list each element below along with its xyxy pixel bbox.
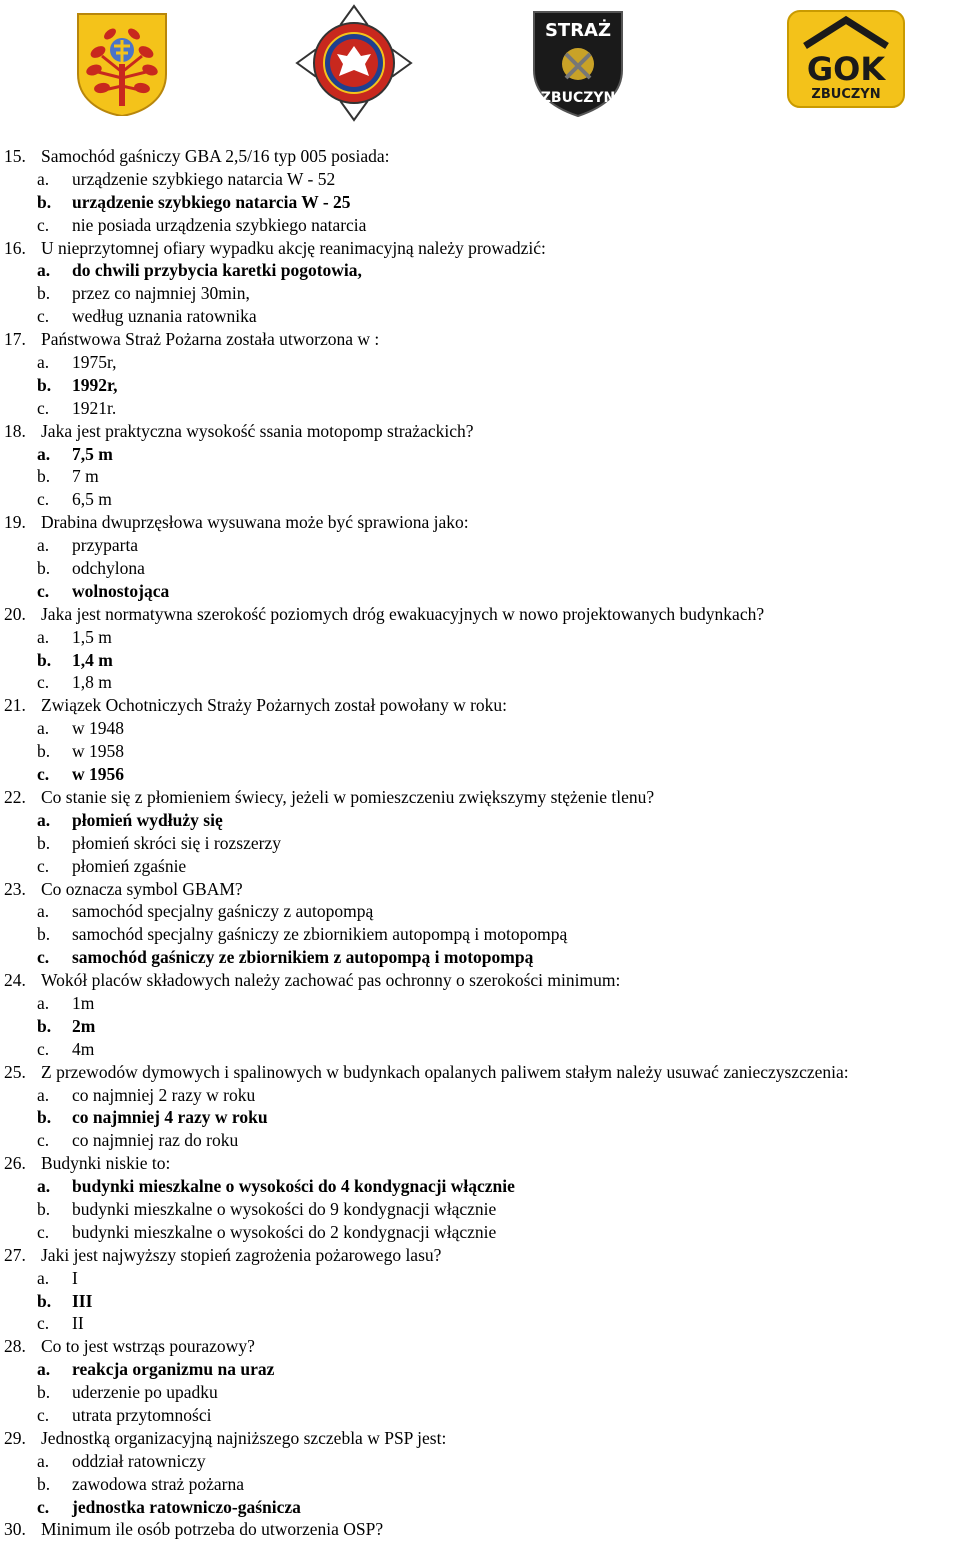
answer-row <box>0 1450 960 1473</box>
question-row <box>0 1244 960 1267</box>
question-number: 18. <box>4 420 26 441</box>
question-number: 24. <box>4 970 26 991</box>
question-text: Państwowa Straż Pożarna została utworzona w : <box>41 329 380 350</box>
answer-text: uderzenie po upadku <box>72 1382 218 1403</box>
answer-row <box>0 1267 960 1290</box>
answer-row-correct <box>0 443 960 466</box>
answer-letter: c. <box>37 489 50 510</box>
answer-row <box>0 1221 960 1244</box>
answer-row-correct <box>0 1358 960 1381</box>
answer-letter: a. <box>37 809 51 830</box>
answer-letter: a. <box>37 1359 51 1380</box>
question-number: 19. <box>4 512 26 533</box>
answer-letter: c. <box>37 1130 50 1151</box>
question-row <box>0 145 960 168</box>
answer-row-correct <box>0 1175 960 1198</box>
answer-letter: b. <box>37 1382 51 1403</box>
question-number: 23. <box>4 878 26 899</box>
answer-row-correct <box>0 580 960 603</box>
answer-text: 6,5 m <box>72 489 112 510</box>
answer-text: II <box>72 1313 84 1334</box>
question-row <box>0 603 960 626</box>
answer-letter: b. <box>37 558 51 579</box>
answer-text: I <box>72 1267 78 1288</box>
answer-text: w 1948 <box>72 718 125 739</box>
answer-text: w 1956 <box>72 764 125 785</box>
answer-text: III <box>72 1290 93 1311</box>
answer-row <box>0 534 960 557</box>
answer-row <box>0 465 960 488</box>
answer-row <box>0 855 960 878</box>
answer-row <box>0 1129 960 1152</box>
gok-main-text: GOK <box>806 50 886 88</box>
answer-row <box>0 1312 960 1335</box>
question-text: Jaka jest praktyczna wysokość ssania motopomp strażackich? <box>41 420 474 441</box>
answer-row <box>0 740 960 763</box>
answer-row-correct <box>0 649 960 672</box>
answer-row <box>0 282 960 305</box>
answer-text: 1m <box>72 992 95 1013</box>
answer-text: budynki mieszkalne o wysokości do 9 kondygnacji włącznie <box>72 1198 497 1219</box>
answer-row-correct <box>0 946 960 969</box>
answer-text: 2m <box>72 1015 96 1036</box>
answer-text: nie posiada urządzenia szybkiego natarcia <box>72 214 367 235</box>
answer-text: budynki mieszkalne o wysokości do 2 kondygnacji włącznie <box>72 1221 497 1242</box>
answer-text: 1921r. <box>72 397 117 418</box>
answer-text: 1,4 m <box>72 649 113 670</box>
answer-letter: a. <box>37 1176 51 1197</box>
answer-text: płomień zgaśnie <box>72 855 187 876</box>
question-number: 30. <box>4 1519 26 1540</box>
question-number: 27. <box>4 1244 26 1265</box>
answer-letter: b. <box>37 1107 52 1128</box>
answer-row <box>0 214 960 237</box>
answer-letter: b. <box>37 191 52 212</box>
answer-text: 7 m <box>72 466 99 487</box>
question-number: 26. <box>4 1153 26 1174</box>
answer-row <box>0 351 960 374</box>
answer-row-correct <box>0 1106 960 1129</box>
answer-letter: b. <box>37 1198 51 1219</box>
answer-text: 7,5 m <box>72 443 113 464</box>
answer-letter: c. <box>37 855 50 876</box>
gok-zbuczyn-logo <box>787 10 905 108</box>
answer-text: urządzenie szybkiego natarcia W - 25 <box>72 191 351 212</box>
answer-letter: c. <box>37 764 50 785</box>
question-row <box>0 420 960 443</box>
answer-letter: c. <box>37 672 50 693</box>
answer-row <box>0 1038 960 1061</box>
answer-row <box>0 671 960 694</box>
question-number: 15. <box>4 146 26 166</box>
answer-row-correct <box>0 374 960 397</box>
answer-text: płomień wydłuży się <box>72 809 223 830</box>
answer-text: co najmniej 4 razy w roku <box>72 1107 268 1128</box>
question-number: 17. <box>4 329 26 350</box>
answer-row <box>0 1404 960 1427</box>
answer-text: co najmniej raz do roku <box>72 1130 239 1151</box>
answer-letter: c. <box>37 306 50 327</box>
answer-row-correct <box>0 191 960 214</box>
answer-row-correct <box>0 809 960 832</box>
question-text: Związek Ochotniczych Straży Pożarnych został powołany w roku: <box>41 695 508 716</box>
answer-letter: c. <box>37 1496 50 1517</box>
answer-letter: b. <box>37 832 51 853</box>
answer-text: 1975r, <box>72 352 117 373</box>
answer-text: według uznania ratownika <box>72 306 257 327</box>
answer-text: wolnostojąca <box>72 580 170 601</box>
answer-row <box>0 832 960 855</box>
answer-letter: b. <box>37 649 52 670</box>
question-text: Wokół placów składowych należy zachować pas ochronny o szerokości minimum: <box>41 970 621 991</box>
question-text: U nieprzytomnej ofiary wypadku akcję reanimacyjną należy prowadzić: <box>41 237 546 258</box>
question-text: Minimum ile osób potrzeba do utworzenia OSP? <box>41 1519 384 1540</box>
answer-row <box>0 717 960 740</box>
question-text: Jaki jest najwyższy stopień zagrożenia pożarowego lasu? <box>41 1244 442 1265</box>
answer-text: 4m <box>72 1038 95 1059</box>
straz-shield-top-text: STRAŻ <box>544 20 612 41</box>
question-row <box>0 878 960 901</box>
answer-text: 1,5 m <box>72 626 112 647</box>
answer-letter: a. <box>37 718 50 739</box>
question-row <box>0 511 960 534</box>
answer-row <box>0 168 960 191</box>
question-row <box>0 969 960 992</box>
question-row <box>0 1427 960 1450</box>
question-number: 25. <box>4 1061 26 1082</box>
answer-letter: c. <box>37 947 50 968</box>
question-row <box>0 1061 960 1084</box>
answer-text: urządzenie szybkiego natarcia W - 52 <box>72 168 336 189</box>
question-text: Co oznacza symbol GBAM? <box>41 878 243 899</box>
answer-letter: b. <box>37 924 51 945</box>
question-text: Budynki niskie to: <box>41 1153 171 1174</box>
answer-letter: a. <box>37 901 50 922</box>
answer-letter: b. <box>37 466 51 487</box>
answer-letter: c. <box>37 1404 50 1425</box>
question-row <box>0 1518 960 1541</box>
answer-text: do chwili przybycia karetki pogotowia, <box>72 260 362 281</box>
answer-letter: a. <box>37 992 50 1013</box>
answer-text: utrata przytomności <box>72 1404 212 1425</box>
question-number: 21. <box>4 695 26 716</box>
zosp-badge-logo <box>295 4 413 122</box>
answer-row <box>0 1084 960 1107</box>
gok-sub-text: ZBUCZYN <box>811 87 881 102</box>
answer-letter: b. <box>37 374 52 395</box>
answer-letter: c. <box>37 214 50 235</box>
question-number: 28. <box>4 1336 26 1357</box>
answer-row-correct <box>0 1015 960 1038</box>
question-row <box>0 694 960 717</box>
answer-letter: a. <box>37 535 50 556</box>
question-number: 22. <box>4 786 26 807</box>
answer-letter: b. <box>37 283 51 304</box>
answer-letter: a. <box>37 1084 50 1105</box>
answer-text: oddział ratowniczy <box>72 1450 206 1471</box>
question-number: 20. <box>4 603 26 624</box>
gmina-coat-of-arms-logo <box>76 12 168 116</box>
answer-row <box>0 626 960 649</box>
answer-text: w 1958 <box>72 741 125 762</box>
answer-letter: a. <box>37 352 50 373</box>
answer-row <box>0 1198 960 1221</box>
answer-row <box>0 305 960 328</box>
answer-text: odchylona <box>72 558 145 579</box>
question-row <box>0 1152 960 1175</box>
answer-letter: c. <box>37 1038 50 1059</box>
quiz-list <box>0 145 960 1541</box>
answer-text: co najmniej 2 razy w roku <box>72 1084 256 1105</box>
answer-letter: a. <box>37 1267 50 1288</box>
answer-letter: a. <box>37 260 51 281</box>
answer-text: jednostka ratowniczo-gaśnicza <box>72 1496 301 1517</box>
answer-row <box>0 923 960 946</box>
answer-text: przez co najmniej 30min, <box>72 283 250 304</box>
question-row <box>0 786 960 809</box>
answer-text: przyparta <box>72 535 139 556</box>
answer-text: samochód specjalny gaśniczy ze zbiornikiem autopompą i motopompą <box>72 924 568 945</box>
answer-text: budynki mieszkalne o wysokości do 4 kondygnacji włącznie <box>72 1176 515 1197</box>
answer-letter: a. <box>37 168 50 189</box>
logo-bar <box>0 0 960 130</box>
question-row <box>0 328 960 351</box>
answer-row <box>0 397 960 420</box>
answer-row <box>0 992 960 1015</box>
answer-text: płomień skróci się i rozszerzy <box>72 832 281 853</box>
answer-text: zawodowa straż pożarna <box>72 1473 244 1494</box>
answer-letter: a. <box>37 1450 50 1471</box>
answer-letter: c. <box>37 1313 50 1334</box>
answer-letter: a. <box>37 443 51 464</box>
answer-letter: c. <box>37 397 50 418</box>
question-text: Z przewodów dymowych i spalinowych w budynkach opalanych paliwem stałym należy usuwać zanieczyszczenia: <box>41 1061 849 1082</box>
answer-row-correct <box>0 763 960 786</box>
question-text: Co stanie się z płomieniem świecy, jeżeli w pomieszczeniu zwiększymy stężenie tlenu? <box>41 786 655 807</box>
answer-text: samochód specjalny gaśniczy z autopompą <box>72 901 374 922</box>
question-text: Jednostką organizacyjną najniższego szczebla w PSP jest: <box>41 1427 447 1448</box>
answer-letter: b. <box>37 741 51 762</box>
answer-letter: c. <box>37 580 50 601</box>
question-text: Samochód gaśniczy GBA 2,5/16 typ 005 posiada: <box>41 146 390 166</box>
question-text: Jaka jest normatywna szerokość poziomych dróg ewakuacyjnych w nowo projektowanych budynkach? <box>41 603 765 624</box>
straz-shield-bottom-text: ZBUCZYN <box>540 90 616 106</box>
answer-letter: b. <box>37 1473 51 1494</box>
answer-letter: b. <box>37 1015 52 1036</box>
answer-row <box>0 900 960 923</box>
answer-row <box>0 1473 960 1496</box>
question-text: Co to jest wstrząs pourazowy? <box>41 1336 255 1357</box>
answer-row-correct <box>0 1290 960 1313</box>
answer-letter: b. <box>37 1290 52 1311</box>
answer-row <box>0 557 960 580</box>
answer-row <box>0 488 960 511</box>
answer-row-correct <box>0 1496 960 1519</box>
answer-row-correct <box>0 259 960 282</box>
answer-text: 1992r, <box>72 374 118 395</box>
question-row <box>0 1335 960 1358</box>
answer-text: reakcja organizmu na uraz <box>72 1359 275 1380</box>
question-number: 29. <box>4 1427 26 1448</box>
straz-zbuczyn-shield-logo <box>530 8 626 118</box>
answer-text: samochód gaśniczy ze zbiornikiem z autopompą i motopompą <box>72 947 534 968</box>
question-row <box>0 237 960 260</box>
question-number: 16. <box>4 237 26 258</box>
question-text: Drabina dwuprzęsłowa wysuwana może być sprawiona jako: <box>41 512 469 533</box>
answer-letter: a. <box>37 626 50 647</box>
answer-text: 1,8 m <box>72 672 112 693</box>
answer-row <box>0 1381 960 1404</box>
answer-letter: c. <box>37 1221 50 1242</box>
